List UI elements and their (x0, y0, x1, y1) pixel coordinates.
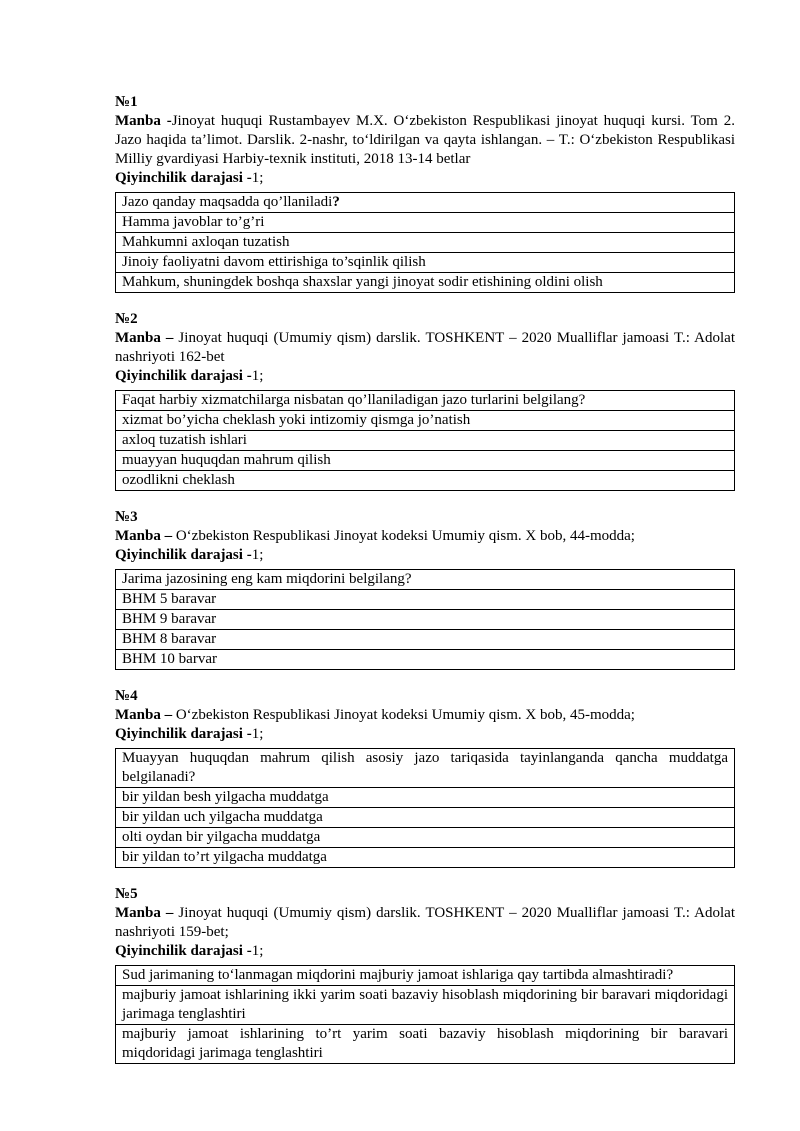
source-line (115, 329, 735, 367)
question-row (116, 391, 735, 411)
answer-option: bir yildan to’rt yilgacha muddatga (116, 848, 735, 868)
answer-option: BHM 8 baravar (116, 630, 735, 650)
answer-option: xizmat bo’yicha cheklash yoki intizomiy qismga jo’natish (116, 411, 735, 431)
difficulty-line (115, 546, 735, 565)
difficulty-label: Qiyinchilik darajasi (115, 547, 243, 563)
answer-row (116, 630, 735, 650)
answer-option: Mahkumni axloqan tuzatish (116, 233, 735, 253)
answer-row (116, 471, 735, 491)
source-separator: – (160, 330, 174, 346)
answer-option: axloq tuzatish ishlari (116, 431, 735, 451)
difficulty-separator: - (242, 170, 252, 186)
difficulty-label: Qiyinchilik darajasi (115, 726, 243, 742)
difficulty-line (115, 942, 735, 961)
question-row (116, 966, 735, 986)
question-number: №5 (115, 886, 138, 902)
question-mark: ? (332, 194, 340, 210)
answer-option: majburiy jamoat ishlarining ikki yarim soati bazaviy hisoblash miqdorining bir baravari miqdoridagi jarimaga tenglashtiri (116, 986, 735, 1025)
question-number: №2 (115, 311, 138, 327)
source-text: O‘zbekiston Respublikasi Jinoyat kodeksi Umumiy qism. X bob, 44-modda; (172, 528, 635, 544)
difficulty-value: 1; (251, 170, 264, 186)
answer-row (116, 1025, 735, 1064)
question-number: №4 (115, 688, 138, 704)
answer-option: bir yildan besh yilgacha muddatga (116, 788, 735, 808)
answer-row (116, 610, 735, 630)
answer-row (116, 650, 735, 670)
source-line (115, 112, 735, 169)
source-text: Jinoyat huquqi Rustambayev M.X. O‘zbekiston Respublikasi jinoyat huquqi kursi. Tom 2. Jazo haqida ta’limot. Darslik. 2-nashr, to‘ldirilgan va qayta ishlangan. – T.: O‘zbekiston Respublikasi Milliy gvardiyasi Harbiy-texnik instituti, 2018 13-14 betlar (115, 113, 735, 167)
answer-row (116, 590, 735, 610)
question-text-cell (116, 570, 735, 590)
answer-row (116, 253, 735, 273)
answer-row (116, 213, 735, 233)
answer-row (116, 273, 735, 293)
source-line (115, 527, 735, 546)
difficulty-value: 1; (251, 368, 264, 384)
difficulty-separator: - (242, 943, 252, 959)
source-label: Manba (115, 528, 161, 544)
question-number: №1 (115, 94, 138, 110)
question-text: Jarima jazosining eng kam miqdorini belgilang? (122, 571, 412, 587)
answer-option: BHM 5 baravar (116, 590, 735, 610)
answer-option: ozodlikni cheklash (116, 471, 735, 491)
answer-option: majburiy jamoat ishlarining to’rt yarim soati bazaviy hisoblash miqdorining bir baravari miqdoridagi jarimaga tenglashtiri (116, 1025, 735, 1064)
answer-option: muayyan huquqdan mahrum qilish (116, 451, 735, 471)
question-text-cell (116, 193, 735, 213)
answer-option: Mahkum, shuningdek boshqa shaxslar yangi jinoyat sodir etishining oldini olish (116, 273, 735, 293)
difficulty-label: Qiyinchilik darajasi (115, 943, 243, 959)
question-table (115, 390, 735, 491)
source-text: O‘zbekiston Respublikasi Jinoyat kodeksi Umumiy qism. X bob, 45-modda; (172, 707, 635, 723)
difficulty-separator: - (242, 368, 252, 384)
source-line (115, 904, 735, 942)
answer-row (116, 431, 735, 451)
answer-row (116, 986, 735, 1025)
difficulty-line (115, 169, 735, 188)
answer-row (116, 411, 735, 431)
difficulty-value: 1; (251, 943, 264, 959)
question-text-cell (116, 749, 735, 788)
source-line (115, 706, 735, 725)
answer-option: BHM 9 baravar (116, 610, 735, 630)
source-separator: – (160, 905, 174, 921)
answer-option: Jinoiy faoliyatni davom ettirishiga to’sqinlik qilish (116, 253, 735, 273)
answer-option: Hamma javoblar to’g’ri (116, 213, 735, 233)
answer-option: olti oydan bir yilgacha muddatga (116, 828, 735, 848)
question-text-cell (116, 391, 735, 411)
answer-row (116, 848, 735, 868)
source-separator: - (160, 113, 172, 129)
difficulty-separator: - (242, 726, 252, 742)
question-text: Sud jarimaning to‘lanmagan miqdorini majburiy jamoat ishlariga qay tartibda almashtiradi? (122, 967, 674, 983)
question-table (115, 569, 735, 670)
source-label: Manba (115, 905, 161, 921)
source-label: Manba (115, 113, 161, 129)
question-block-3 (115, 508, 735, 670)
question-block-1 (115, 93, 735, 293)
source-text: Jinoyat huquqi (Umumiy qism) darslik. TOSHKENT – 2020 Mualliflar jamoasi T.: Adolat nashriyoti 159-bet; (115, 905, 735, 940)
difficulty-line (115, 725, 735, 744)
question-table (115, 965, 735, 1064)
question-text: Faqat harbiy xizmatchilarga nisbatan qo’llaniladigan jazo turlarini belgilang? (122, 392, 586, 408)
question-text-cell (116, 966, 735, 986)
question-number: №3 (115, 509, 138, 525)
question-table (115, 192, 735, 293)
difficulty-label: Qiyinchilik darajasi (115, 170, 243, 186)
source-separator: – (160, 528, 173, 544)
question-row (116, 570, 735, 590)
question-block-4 (115, 687, 735, 868)
difficulty-label: Qiyinchilik darajasi (115, 368, 243, 384)
answer-option: BHM 10 barvar (116, 650, 735, 670)
answer-row (116, 451, 735, 471)
difficulty-line (115, 367, 735, 386)
source-label: Manba (115, 707, 161, 723)
source-separator: – (160, 707, 173, 723)
difficulty-value: 1; (251, 726, 264, 742)
source-label: Manba (115, 330, 161, 346)
answer-row (116, 808, 735, 828)
source-text: Jinoyat huquqi (Umumiy qism) darslik. TOSHKENT – 2020 Mualliflar jamoasi T.: Adolat nashriyoti 162-bet (115, 330, 735, 365)
question-table (115, 748, 735, 868)
answer-row (116, 828, 735, 848)
document-page (115, 93, 735, 1081)
question-block-5 (115, 885, 735, 1064)
difficulty-value: 1; (251, 547, 264, 563)
question-text: Muayyan huquqdan mahrum qilish asosiy jazo tariqasida tayinlanganda qancha muddatga belgilanadi? (122, 750, 728, 785)
answer-row (116, 233, 735, 253)
question-text: Jazo qanday maqsadda qo’llaniladi (122, 194, 333, 210)
answer-row (116, 788, 735, 808)
question-row (116, 193, 735, 213)
question-row (116, 749, 735, 788)
answer-option: bir yildan uch yilgacha muddatga (116, 808, 735, 828)
question-block-2 (115, 310, 735, 491)
difficulty-separator: - (242, 547, 252, 563)
